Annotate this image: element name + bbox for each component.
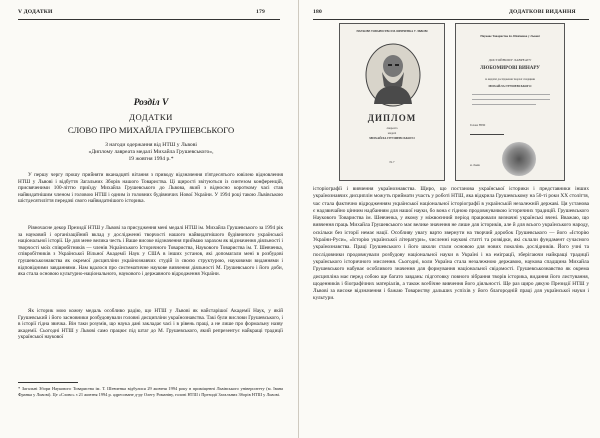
page-number-right: 180 <box>313 9 322 15</box>
diploma-cover <box>339 23 445 181</box>
subtitle-line-1: З нагоди одержання від НТШ у Львові <box>105 142 197 148</box>
portrait-image <box>364 42 422 108</box>
subtitle-line-3: 19 жовтня 1994 р.* <box>128 156 174 162</box>
running-head-left: V ДОДАТКИ <box>18 9 53 15</box>
article-title: СЛОВО ПРО МИХАЙЛА ГРУШЕВСЬКОГО <box>67 125 235 135</box>
diploma-line-3: МИХАЙЛА ГРУШЕВСЬКОГО <box>369 136 415 140</box>
section-label: Розділ V <box>133 98 169 108</box>
page-number-left: 179 <box>256 9 265 15</box>
left-page <box>0 0 299 438</box>
diploma-line-1: лавреата <box>386 126 398 130</box>
section-title: ДОДАТКИ <box>129 112 173 122</box>
right-page <box>299 0 600 438</box>
diploma-certificate <box>455 23 565 181</box>
certificate-text-2: МИХАЙЛА ГРУШЕВСЬКОГО <box>488 84 532 88</box>
paragraph-2: Рівночасне декор Президії НТШ у Львові за присудження мені медалі НТШ ім. Михайла Грушевського за 1994 рік за науковий і організаційний вклад у дослідженні творчості нашого найвидатнішого будівничого української національної історії. Це для мене велика честь і Ваше високе відзначення приймаю зарахом як відзначення діяльності і творчості моїх співробітників — членів Українського Історичного Товариства, Наукового Товариства ім. Т. Шевченка, співробітників з Української Вільної Академії Наук у США в інших установ, які допомагали мені в розбудові грушевськознавства як окремої дисципліни українознавчих студій із своєю структурою, науковими виданнями і відповідними завданнями. Нам вдалося про систематичне наукове вивчення діяльності М. Грушевського і його доби, яка стала основою культурно-національного, наукового і державного відродження України. <box>18 225 283 278</box>
certificate-heading: ДОСТОЙНОМУ ЛАВРЕАТУ <box>488 58 532 62</box>
certificate-name: ЛЮБОМИРОВІ ВИНАРУ <box>480 66 540 71</box>
footnote-rule <box>18 382 78 383</box>
certificate-city: м. Львів <box>470 164 480 167</box>
signature-label: Голова НТШ <box>470 124 486 127</box>
header-rule-right <box>313 19 589 20</box>
right-body-text: історіографії і вивчення українознавства. Щиро, що постанова української історики і представники інших українознавчих дисциплін можуть приймати участь у роботі НТШ, яка відкрила Грушевському на 50-ті роки XX століття, час стала фактично відродженням української національної історіографії в українській незалежній державі. Ця установа є надзвичайно цінним надбанням для нашої науки, бо вона є гідною продовжувачкою історичних традицій. Грушевського Наукового Товариства ім. Шевченка, у якому у міжвоєнний період працювали визначні українські вчені. Вважаю, що вивчення праць Михайла Грушевського має велике значення не лише для істориків, але й для всього українського народу, оскільки без історії немає нації. Особливу увагу варто звернути на творчий доробок Грушевського — його «Історію України-Руси», «Історію української літератури», численні наукові статті та розвідки, які склали фундамент сучасного українознавства. Праці Грушевського і його школи стали основою для нових поколінь дослідників. Його учні та послідовники продовжували розбудову національної науки в Україні і на еміграції, зберігаючи найкращі традиції українського історичного мислення. Сьогодні, коли Україна стала незалежною державою, наукова спадщина Михайла Грушевського набуває особливого значення для формування національної свідомості. Грушевськознавство як окрема дисципліна має перед собою ще багато завдань: підготовку повного зібрання творів історика, видання його листування, щоденників і біографічних матеріалів, а також всебічне вивчення його діяльності. Ще раз щиро дякую Президії НТШ у Львові за високе відзначення і бажаю Товариству дальших успіхів у його благородній праці для української науки і культури. <box>313 186 589 302</box>
diploma-line-2: медалі <box>387 131 397 135</box>
paragraph-1: У першу чергу прошу прийняти вканадцяті вітання з приводу відзначення п'ятдесятього ювілею відновлення НТШ у Львові і відбуття Загальних Зборів нашого Товариства. Ці щирості звітуються із синтезом конференцій, присвяченими 100-літтю приїзду Михайла Грушевського до Львова, який з відносно короткому часі став найвидатнішим членом і головою НТШ і одним із головних будівничих Нової України. У 1994 році такою Львівською шістдесятиліття передачі свого найвидатнішого історика. <box>18 172 283 205</box>
certificate-filler-lines <box>472 94 550 109</box>
running-head-right: ДОДАТКОВІ ВИДАННЯ <box>509 9 576 15</box>
diploma-org: НАУКОВЕ ТОВАРИСТВО ІМ. ШЕВЧЕНКА У ЛЬВОВІ <box>356 30 428 33</box>
footnote: * Загальні Збори Наукового Товариства ім. Т. Шевченка відбулися 29 жовтня 1994 року в приміщенні Львівського університету (м. Івана Франка у Львові). Це «Слово» з 21 жовтня 1994 р. адресоване д-ру Олегу Романіву, голові НТШ і Президії Загальних Зборів НТШ у Львові. <box>18 386 283 397</box>
signature-line <box>470 134 504 135</box>
round-seal <box>502 142 536 176</box>
header-rule <box>18 19 280 20</box>
certificate-text-1: за видатні дослідження творчої спадщини <box>484 78 536 81</box>
certificate-org: Наукове Товариство ім. Шевченка у Львові <box>480 34 540 38</box>
diploma-number: № 7 <box>389 160 395 164</box>
paragraph-3: Як історик мою кожну медаль особливо радію, що НТШ у Львові як найстарішої Академії Наук, у якій Грушевський і його засновники розбудовували головні дисципліни українознавства. Такі були вислови Грушевського, і в історії гідна звичка. Він таки розумів, що наука дані закладає часі і в рівень праці, а не лише про формальну назву академії. Сьогодні НТШ у Львові само працює під штаг до М. Грушевського, який репрезентує найкращі традиції української наукової <box>18 308 283 341</box>
subtitle-line-2: «Диплому лавреата медалі Михайла Грушевського», <box>88 149 214 155</box>
diploma-title: ДИПЛОМ <box>367 113 417 123</box>
